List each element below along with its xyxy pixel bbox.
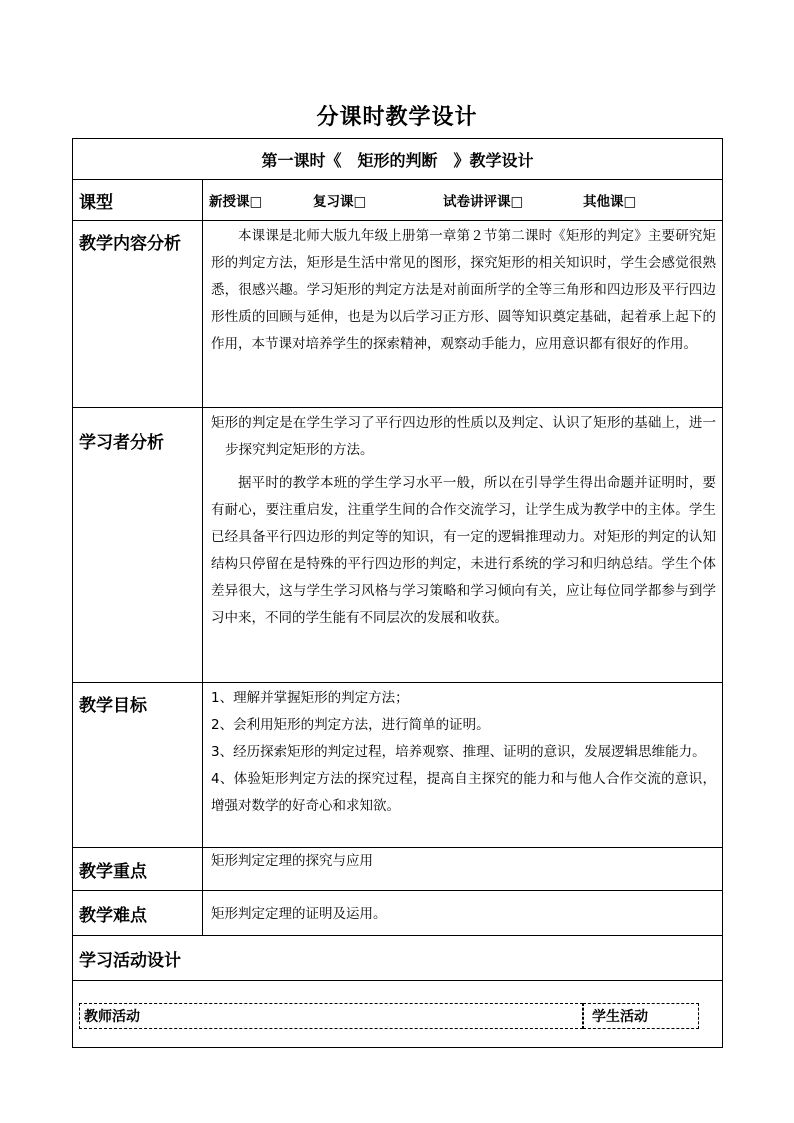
course-type-new[interactable]: 新授课□ <box>209 194 263 210</box>
content-analysis-label: 教学内容分析 <box>73 221 203 408</box>
learner-analysis-cell <box>203 408 723 683</box>
activity-label: 学习活动设计 <box>73 936 723 981</box>
document-title: 分课时教学设计 <box>316 105 478 130</box>
lesson-title-row <box>73 139 723 180</box>
content-analysis-cell <box>203 221 723 408</box>
lesson-plan-table <box>72 138 723 1048</box>
difficulty-text: 矩形判定定理的证明及运用。 <box>203 891 723 936</box>
learner-analysis-paragraph-2: 据平时的教学本班的学生学习水平一般，所以在引导学生得出命题并证明时，要有耐心，要注重启发，注重学生间的合作交流学习，让学生成为教学中的主体。学生已经具备平行四边形的判定等的知识，有一定的逻辑推理动力。对矩形的判定的认知结构只停留在是特殊的平行四边形的判定，未进行系统的学习和归纳总结。学生个体差异很大，这与学生学习风格与学习策略和学习倾向有关，应让每位同学都参与到学习中来，不同的学生能有不同层次的发展和收获。 <box>211 475 717 626</box>
learner-analysis-row <box>73 408 723 683</box>
goal-item: 1、理解并掌握矩形的判定方法； <box>211 690 409 706</box>
course-type-exam-review[interactable]: 试卷讲评课□ <box>443 194 524 210</box>
difficulty-label: 教学难点 <box>73 891 203 936</box>
activity-columns-row <box>73 981 723 1048</box>
key-point-text: 矩形判定定理的探究与应用 <box>203 848 723 891</box>
activity-row <box>73 936 723 981</box>
goals-cell <box>203 683 723 848</box>
course-type-row <box>73 180 723 221</box>
content-analysis-text: 本课课是北师大版九年级上册第一章第２节第二课时《矩形的判定》主要研究矩形的判定方法，矩形是生活中常见的图形，探究矩形的相关知识时，学生会感觉很熟悉，很感兴趣。学习矩形的判定方法是对前面所学的全等三角形和四边形及平行四边形性质的回顾与延伸，也是为以后学习正方形、圆等知识奠定基础，起着承上起下的作用，本节课对培养学生的探索精神，观察动手能力，应用意识都有很好的作用。 <box>211 228 717 352</box>
activity-columns <box>73 981 722 1047</box>
goal-item: 4、体验矩形判定方法的探究过程，提高自主探究的能力和与他人合作交流的意识，增强对数学的好奇心和求知欲。 <box>211 771 717 814</box>
activity-columns-cell <box>73 981 723 1048</box>
lesson-title: 第一课时《 矩形的判断 》教学设计 <box>73 139 723 180</box>
learner-analysis-paragraph-1: 矩形的判定是在学生学习了平行四边形的性质以及判定、认识了矩形的基础上，进一步探究判定矩形的方法。 <box>211 415 717 458</box>
goal-item: 3、经历探索矩形的判定过程，培养观察、推理、证明的意识，发展逻辑思维能力。 <box>211 744 706 760</box>
goals-row <box>73 683 723 848</box>
course-type-label: 课型 <box>73 180 203 221</box>
goals-label: 教学目标 <box>73 683 203 848</box>
course-type-other[interactable]: 其他课□ <box>583 194 637 210</box>
course-type-options <box>203 180 723 221</box>
learner-analysis-label: 学习者分析 <box>73 408 203 683</box>
teacher-activity-header: 教师活动 <box>79 1003 583 1029</box>
content-analysis-row <box>73 221 723 408</box>
goal-item: 2、会利用矩形的判定方法，进行简单的证明。 <box>211 717 490 733</box>
student-activity-header: 学生活动 <box>583 1003 699 1029</box>
key-point-label: 教学重点 <box>73 848 203 891</box>
course-type-review[interactable]: 复习课□ <box>313 194 367 210</box>
key-point-row <box>73 848 723 891</box>
difficulty-row <box>73 891 723 936</box>
